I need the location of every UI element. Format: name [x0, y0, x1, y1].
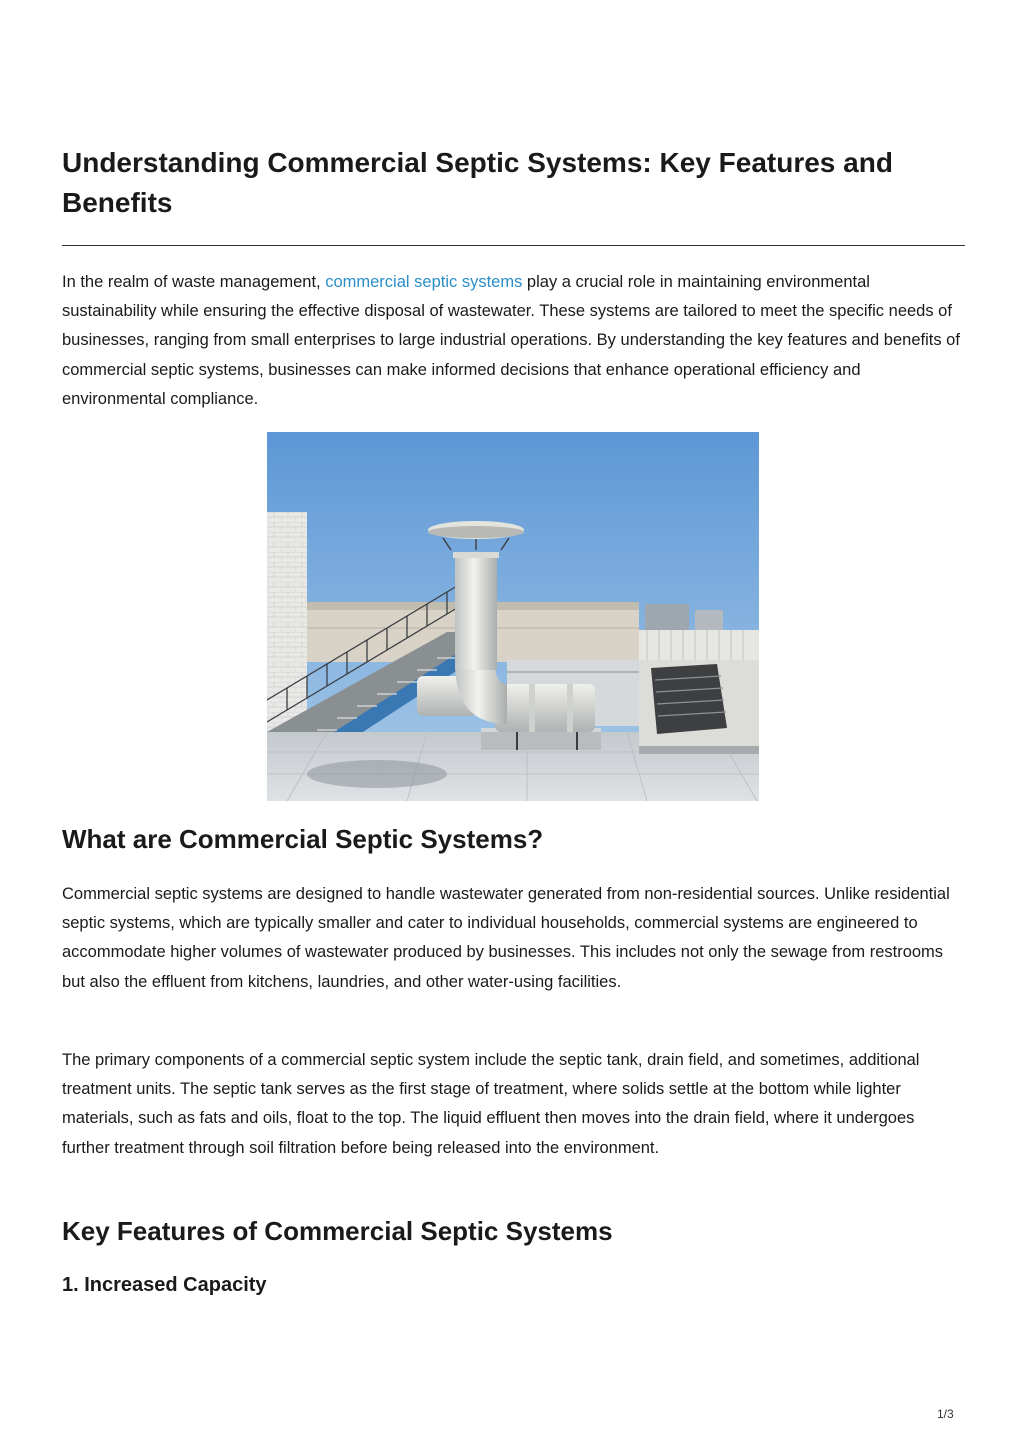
intro-text-after-link: play a crucial role in maintaining environmental sustainability while ensuring the effective disposal of wastewater. These systems are tailored to meet the specific needs of businesses, ranging from small enterprises to large industrial operations. By understanding the key features and benefits of commercial septic systems, businesses can make informed decisions that enhance operational efficiency and environmental compliance.	[62, 273, 960, 408]
title-divider	[62, 245, 965, 246]
section-heading-features: Key Features of Commercial Septic Systems	[62, 1216, 613, 1246]
intro-paragraph	[62, 268, 965, 414]
rooftop-ventilation-photo	[267, 432, 759, 801]
page-title: Understanding Commercial Septic Systems: Key Features and Benefits	[62, 147, 893, 218]
what-paragraph-1: Commercial septic systems are designed to handle wastewater generated from non-residential sources. Unlike residential septic systems, which are typically smaller and cater to individual households, commercial systems are engineered to accommodate higher volumes of wastewater produced by businesses. This includes not only the sewage from restrooms but also the effluent from kitchens, laundries, and other water-using facilities.	[62, 885, 950, 991]
section-heading-what: What are Commercial Septic Systems?	[62, 824, 544, 854]
page-number: 1/3	[937, 1407, 954, 1421]
intro-text-before-link: In the realm of waste management,	[62, 273, 326, 291]
subheading-increased-capacity: 1. Increased Capacity	[62, 1274, 267, 1296]
commercial-septic-systems-link[interactable]: commercial septic systems	[325, 273, 523, 291]
what-paragraph-2: The primary components of a commercial septic system include the septic tank, drain field, and sometimes, additional treatment units. The septic tank serves as the first stage of treatment, where solids settle at the bottom while lighter materials, such as fats and oils, float to the top. The liquid effluent then moves into the drain field, where it undergoes further treatment through soil filtration before being released into the environment.	[62, 1051, 920, 1157]
